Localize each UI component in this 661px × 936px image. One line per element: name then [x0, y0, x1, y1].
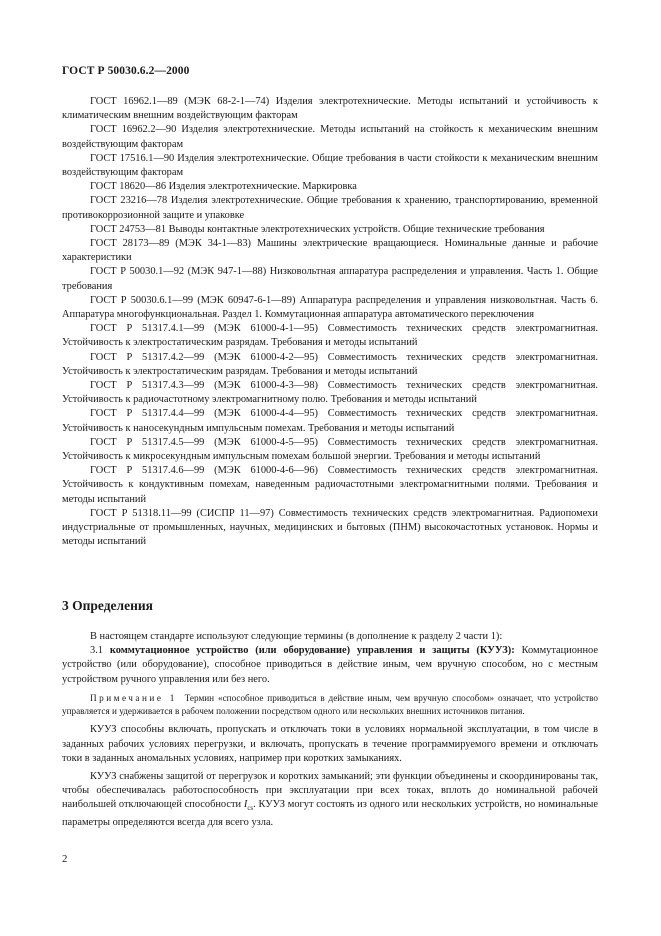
symbol-subscript: cs — [247, 804, 254, 813]
reference-item: ГОСТ 23216—78 Изделия электротехнические. Общие требования к хранению, транспортированию, временной противокоррозионной защите и упаковке — [62, 195, 598, 221]
reference-item: ГОСТ 24753—81 Выводы контактные электротехнических устройств. Общие технические требования — [90, 223, 545, 235]
note-text: Термин «способное приводиться в действие иным, чем вручную способом» означает, что устройство управляется и удерживается в рабочем положении посредством одного или нескольких внешних источников питания. — [62, 692, 599, 716]
reference-item: ГОСТ Р 51317.4.5—99 (МЭК 61000-4-5—95) Совместимость технических средств электромагнитная. Устойчивость к микросекундным импульсным помехам большой энергии. Требования и методы испытаний — [62, 436, 598, 463]
reference-item: ГОСТ Р 51317.4.3—99 (МЭК 61000-4-3—98) Совместимость технических средств электромагнитная. Устойчивость к радиочастотному электромагнитному полю. Требования и методы испытаний — [62, 380, 598, 406]
reference-item: ГОСТ Р 50030.1—92 (МЭК 947-1—88) Низковольтная аппаратура распределения и управления. Часть 1. Общие требования — [62, 266, 598, 292]
definition-3-1 — [62, 644, 598, 687]
note-1 — [62, 692, 598, 718]
reference-item: ГОСТ Р 51317.4.6—99 (МЭК 61000-4-6—96) Совместимость технических средств электромагнитная. Устойчивость к кондуктивным помехам, наведенным радиочастотными электромагнитными полями. Требования и методы испытаний — [62, 465, 598, 505]
reference-item: ГОСТ 16962.1—89 (МЭК 68-2-1—74) Изделия электротехнические. Методы испытаний и устойчивость к климатическим внешним воздействующим факторам — [62, 96, 598, 122]
normative-references-list — [62, 95, 598, 550]
note-label: Примечание 1 — [90, 692, 177, 703]
paragraph-kuuz-protection-b: . КУУЗ могут состоять из одного или нескольких устройств, но номинальные параметры определяются всегда для всего узла. — [62, 799, 598, 828]
reference-item: ГОСТ 28173—89 (МЭК 34-1—83) Машины электрические вращающиеся. Номинальные данные и рабочие характеристики — [62, 238, 598, 264]
page-number: 2 — [62, 853, 68, 865]
reference-item: ГОСТ 18620—86 Изделия электротехнические. Маркировка — [90, 181, 357, 193]
reference-item: ГОСТ Р 51317.4.2—99 (МЭК 61000-4-2—95) Совместимость технических средств электромагнитная. Устойчивость к электростатическим разрядам. Требования и методы испытаний — [62, 351, 598, 377]
definition-number: 3.1 — [90, 645, 103, 657]
section-intro: В настоящем стандарте используют следующие термины (в дополнение к разделу 2 части 1): — [90, 631, 503, 642]
page-header: ГОСТ Р 50030.6.2—2000 — [62, 65, 190, 77]
paragraph-kuuz-protection-a: КУУЗ снабжены защитой от перегрузок и коротких замыканий; эти функции объединены и скоординированы так, чтобы обеспечивалась работоспособность при эксплуатации при всех токах, вплоть до номинальной рабочей наибольшей отключающей способности — [62, 771, 598, 811]
symbol-i: I — [243, 799, 248, 811]
definition-term: коммутационное устройство (или оборудование) управления и защиты (КУУЗ): — [109, 645, 515, 657]
section-title: 3 Определения — [62, 598, 153, 613]
reference-item: ГОСТ Р 51317.4.4—99 (МЭК 61000-4-4—95) Совместимость технических средств электромагнитная. Устойчивость к наносекундным импульсным помехам. Требования и методы испытаний — [62, 408, 598, 434]
reference-item: ГОСТ Р 50030.6.1—99 (МЭК 60947-6-1—89) Аппаратура распределения и управления низковольтная. Часть 6. Аппаратура многофункциональная. Раздел 1. Коммутационная аппаратура автоматического переключения — [62, 294, 598, 321]
paragraph-kuuz-capability: КУУЗ способны включать, пропускать и отключать токи в условиях нормальной эксплуатации, в том числе в заданных рабочих условиях перегрузки, и включать, пропускать в течение программируемого времени и отключать токи в заданных аномальных условиях, например при коротких замыканиях. — [62, 724, 598, 764]
definition-text: Коммутационное устройство (или оборудование), способное приводиться в действие иным, чем вручную способом, но с местным устройством ручного управления или без него. — [62, 645, 598, 685]
reference-item: ГОСТ Р 51318.11—99 (СИСПР 11—97) Совместимость технических средств электромагнитная. Радиопомехи индустриальные от промышленных, научных, медицинских и бытовых (ПНМ) высокочастотных установок. Нормы и методы испытаний — [62, 507, 598, 548]
reference-item: ГОСТ 16962.2—90 Изделия электротехнические. Методы испытаний на стойкость к механическим внешним воздействующим факторам — [62, 124, 598, 150]
reference-item: ГОСТ 17516.1—90 Изделия электротехнические. Общие требования в части стойкости к механическим внешним воздействующим факторам — [62, 152, 598, 179]
reference-item: ГОСТ Р 51317.4.1—99 (МЭК 61000-4-1—95) Совместимость технических средств электромагнитная. Устойчивость к электростатическим разрядам. Требования и методы испытаний — [62, 323, 598, 349]
paragraph-kuuz-protection — [62, 770, 598, 830]
section-body — [62, 630, 598, 830]
